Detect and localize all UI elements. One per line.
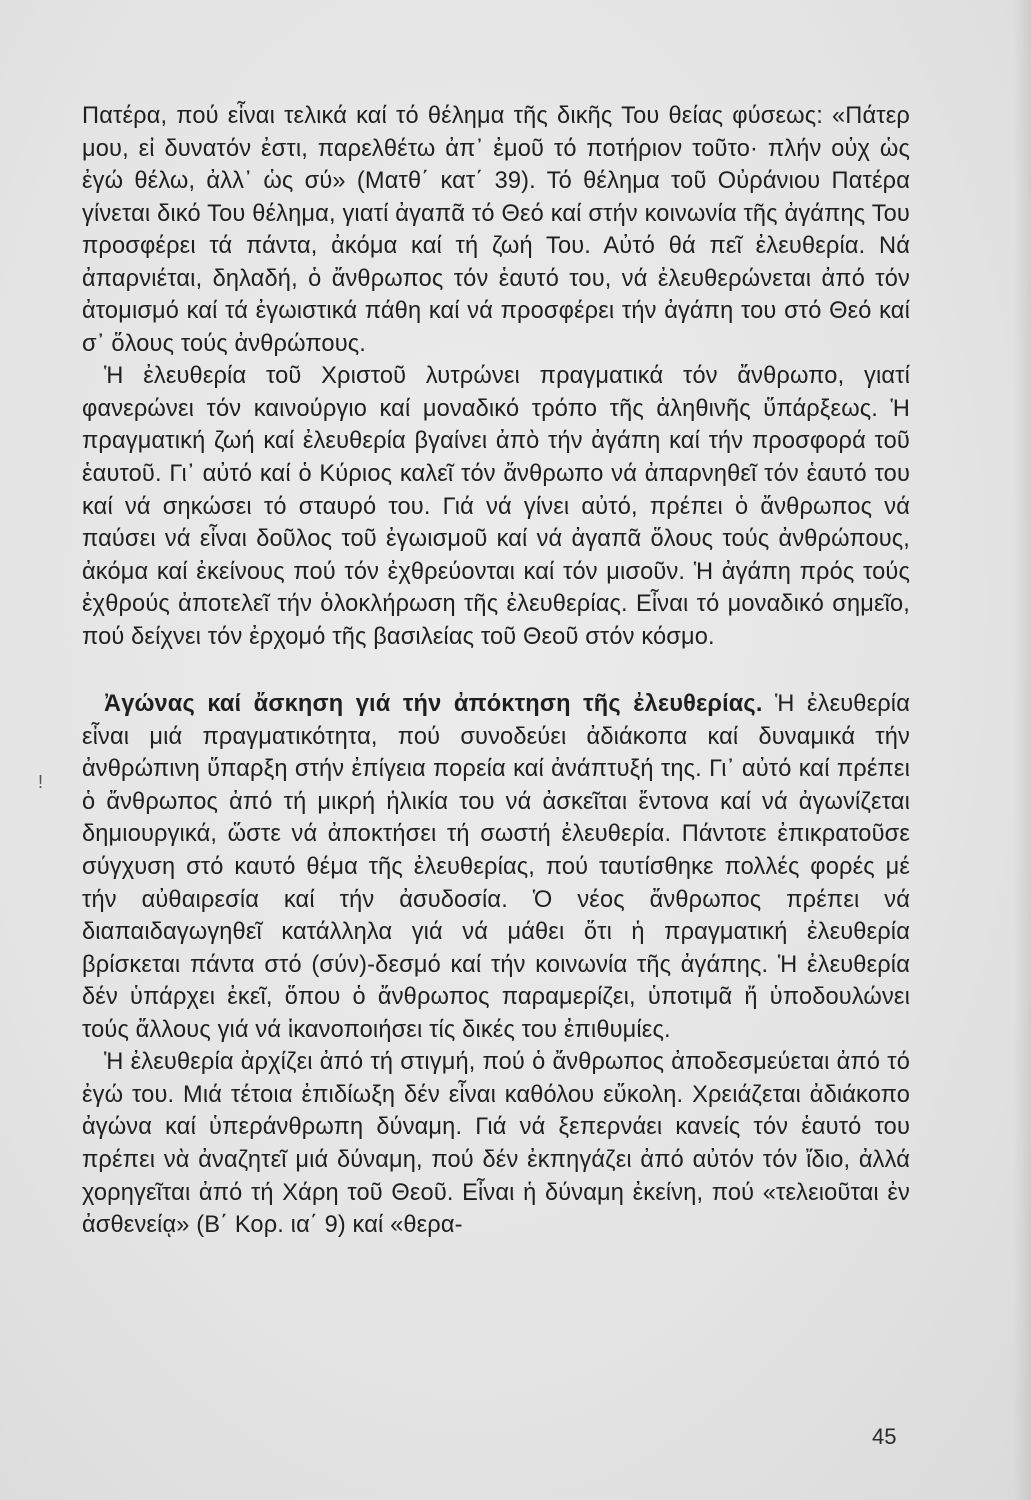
section-heading: Ἀγώνας καί ἄσκηση γιά τήν ἀπόκτηση τῆς ἐλευθερίας.: [104, 691, 763, 718]
paragraph-2: Ἡ ἐλευθερία τοῦ Χριστοῦ λυτρώνει πραγματικά τόν ἄνθρωπο, γιατί φανερώνει τόν καινούργιο καί μοναδικό τρόπο τῆς ἀληθινῆς ὕπάρξεως. Ἡ πραγματική ζωή καί ἐλευθερία βγαίνει ἀπὸ τήν ἀγάπη καί τήν προσφορά τοῦ ἑαυτοῦ. Γι᾽ αὐτό καί ὁ Κύριος καλεῖ τόν ἄνθρωπο νά ἀπαρνηθεῖ τόν ἑαυτό του καί νά σηκώσει τό σταυρό του. Γιά νά γίνει αὐτό, πρέπει ὁ ἄνθρωπος νά παύσει νά εἶναι δοῦλος τοῦ ἐγωισμοῦ καί νά ἀγαπᾶ ὅλους τούς ἀνθρώπους, ἀκόμα καί ἐκείνους πού τόν ἐχθρεύονται καί τόν μισοῦν. Ἡ ἀγάπη πρός τούς ἐχθρούς ἀποτελεῖ τήν ὁλοκλήρωση τῆς ἐλευθερίας. Εἶναι τό μοναδικό σημεῖο, πού δείχνει τόν ἐρχομό τῆς βασιλείας τοῦ Θεοῦ στόν κόσμο.: [82, 363, 910, 650]
page-edge-shadow: [1013, 0, 1031, 1500]
page-number: 45: [872, 1424, 897, 1449]
body-text: [82, 100, 910, 1242]
paragraph-3: [82, 688, 910, 1046]
paragraph-1: Πατέρα, πού εἶναι τελικά καί τό θέλημα τῆς δικῆς Του θείας φύσεως: «Πάτερ μου, εἰ δυνατόν ἐστι, παρελθέτω ἀπ᾽ ἐμοῦ τό ποτήριον τοῦτο· πλήν οὐχ ὡς ἐγώ θέλω, ἀλλ᾽ ὡς σύ» (Ματθ΄ κατ΄ 39). Τό θέλημα τοῦ Οὐράνιου Πατέρα γίνεται δικό Του θέλημα, γιατί ἀγαπᾶ τό Θεό καί στήν κοινωνία τῆς ἀγάπης Του προσφέρει τά πάντα, ἀκόμα καί τή ζωή Του. Αὐτό θά πεῖ ἐλευθερία. Νά ἀπαρνιέται, δηλαδή, ὁ ἄνθρωπος τόν ἑαυτό του, νά ἐλευθερώνεται ἀπό τόν ἀτομισμό καί τά ἐγωιστικά πάθη καί νά προσφέρει τήν ἀγάπη του στό Θεό καί σ᾽ ὅλους τούς ἀνθρώπους.: [82, 103, 910, 357]
paragraph-4: Ἡ ἐλευθερία ἀρχίζει ἀπό τή στιγμή, πού ὁ ἄνθρωπος ἀποδεσμεύεται ἀπό τό ἐγώ του. Μιά τέτοια ἐπιδίωξη δέν εἶναι καθόλου εὔκολη. Χρειάζεται ἀδιάκοπο ἀγώνα καί ὑπεράνθρωπη δύναμη. Γιά νά ξεπερνάει κανείς τόν ἑαυτό του πρέπει νὰ ἀναζητεῖ μιά δύναμη, πού δέν ἐκπηγάζει ἀπό αὐτόν τόν ἴδιο, ἀλλά χορηγεῖται ἀπό τή Χάρη τοῦ Θεοῦ. Εἶναι ἡ δύναμη ἐκείνη, πού «τελειοῦται ἐν ἀσθενείᾳ» (Β΄ Κορ. ια΄ 9) καί «θερα-: [82, 1049, 910, 1239]
margin-mark: !: [38, 772, 44, 792]
paragraph-3-text: Ἡ ἐλευθερία εἶναι μιά πραγματικότητα, πού συνοδεύει ἀδιάκοπα καί δυναμικά τήν ἀνθρώπινη ὕπαρξη στήν ἐπίγεια πορεία καί ἀνάπτυξή της. Γι᾽ αὐτό καί πρέπει ὁ ἄνθρωπος ἀπό τή μικρή ἡλικία του νά ἀσκεῖται ἔντονα καί νά ἀγωνίζεται δημιουργικά, ὥστε νά ἀποκτήσει τή σωστή ἐλευθερία. Πάντοτε ἐπικρατοῦσε σύγχυση στό καυτό θέμα τῆς ἐλευθερίας, πού ταυτίσθηκε πολλές φορές μέ τήν αὐθαιρεσία καί τήν ἀσυδοσία. Ὁ νέος ἄνθρωπος πρέπει νά διαπαιδαγωγηθεῖ κατάλληλα γιά νά μάθει ὅτι ἡ πραγματική ἐλευθερία βρίσκεται πάντα στό (σύν)-δεσμό καί τήν κοινωνία τῆς ἀγάπης. Ἡ ἐλευθερία δέν ὑπάρχει ἐκεῖ, ὅπου ὁ ἄνθρωπος παραμερίζει, ὑποτιμᾶ ἤ ὑποδουλώνει τούς ἄλλους γιά νά ἱκανοποιήσει τίς δικές του ἐπιθυμίες.: [82, 691, 910, 1043]
